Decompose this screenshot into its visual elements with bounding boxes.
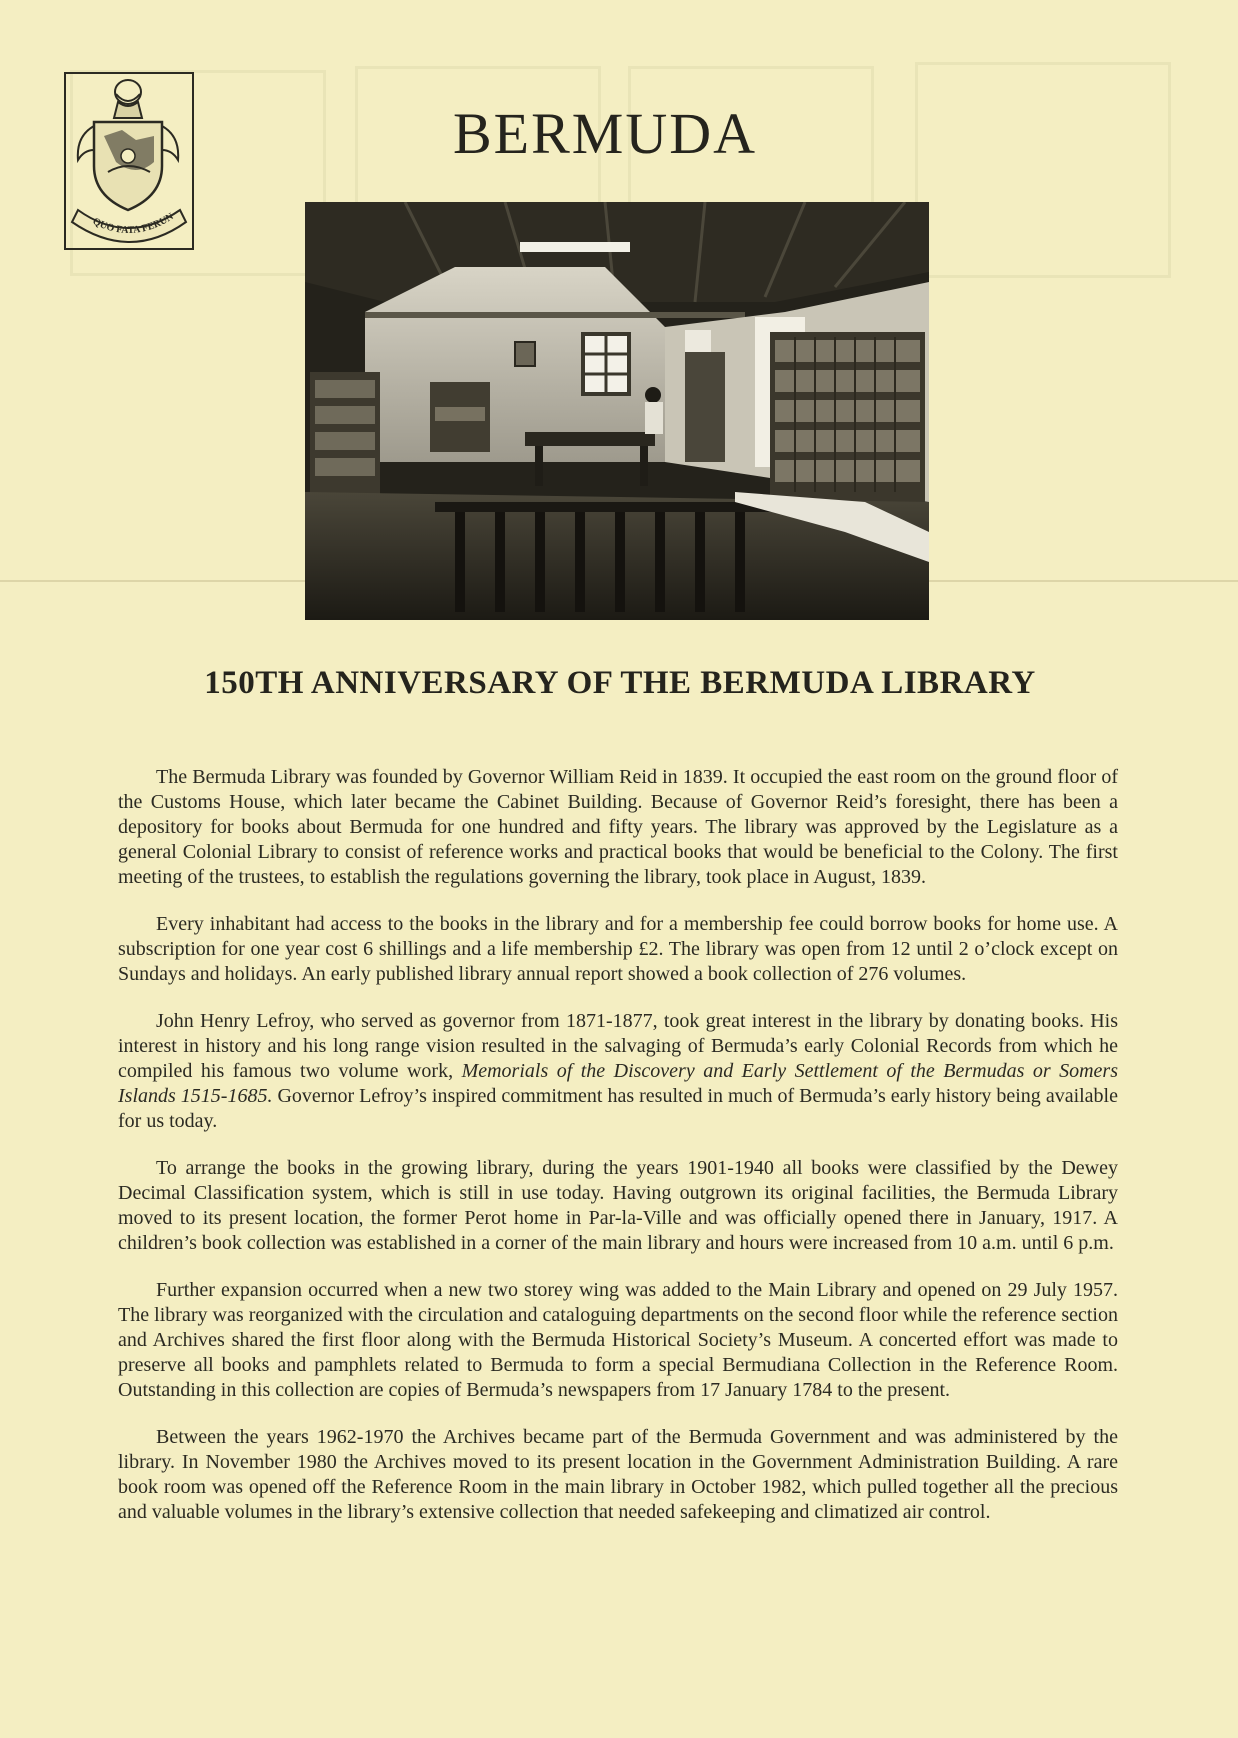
crest-motto: QUO FATA FERUN <box>90 211 176 237</box>
book-title: Memorials of the Discovery and Early Settlement of the Bermudas or Somers Islands 1515-1685. <box>118 1060 1118 1107</box>
paragraph-6: Between the years 1962-1970 the Archives became part of the Bermuda Government and was administered by the library. In November 1980 the Archives moved to its present location in the Government Administration Building. A rare book room was opened off the Reference Room in the main library in October 1982, which pulled together all the precious and valuable volumes in the library’s extensive collection that needed safekeeping and climatized air control. <box>118 1426 1118 1523</box>
library-reading-room-photo <box>305 202 929 620</box>
paragraph-4: To arrange the books in the growing library, during the years 1901-1940 all books were classified by the Dewey Decimal Classification system, which is still in use today. Having outgrown its original facilities, the Bermuda Library moved to its present location, the former Perot home in Par-la-Ville and was officially opened there in January, 1917. A children’s book collection was established in a corner of the main library and hours were increased from 10 a.m. until 6 p.m. <box>118 1157 1118 1254</box>
paragraph-3-text: John Henry Lefroy, who served as governor from 1871-1877, took great interest in the library by donating books. His interest in history and his long range vision resulted in the salvaging of Bermuda’s early Colonial Records from which he compiled his famous two volume work, <box>118 1010 1118 1082</box>
paragraph-2: Every inhabitant had access to the books in the library and for a membership fee could borrow books for home use. A subscription for one year cost 6 shillings and a life membership £2. The library was open from 12 until 2 o’clock except on Sundays and holidays. An early published library annual report showed a book collection of 276 volumes. <box>118 913 1118 985</box>
show-through-stamp-frame <box>915 62 1171 278</box>
paragraph-3 <box>118 1009 1118 1134</box>
paragraph-5: Further expansion occurred when a new two storey wing was added to the Main Library and opened on 29 July 1957. The library was reorganized with the circulation and cataloguing departments on the second floor while the reference section and Archives shared the first floor along with the Bermuda Historical Society’s Museum. A concerted effort was made to preserve all books and pamphlets related to Bermuda to form a special Bermudiana Collection in the Reference Room. Outstanding in this collection are copies of Bermuda’s newspapers from 17 January 1784 to the present. <box>118 1279 1118 1401</box>
page-title: BERMUDA <box>452 101 758 166</box>
coat-of-arms-icon <box>64 72 194 250</box>
paragraph-1: The Bermuda Library was founded by Governor William Reid in 1839. It occupied the east room on the ground floor of the Customs House, which later became the Cabinet Building. Because of Governor Reid’s foresight, there has been a depository for books about Bermuda for one hundred and fifty years. The library was approved by the Legislature as a general Colonial Library to consist of reference works and practical books that would be beneficial to the Colony. The first meeting of the trustees, to establish the regulations governing the library, took place in August, 1839. <box>118 766 1118 888</box>
article-body <box>118 765 1118 1547</box>
paragraph-3-text-end: Governor Lefroy’s inspired commitment has resulted in much of Bermuda’s early history being available for us today. <box>118 1085 1118 1132</box>
article-heading: 150TH ANNIVERSARY OF THE BERMUDA LIBRARY <box>204 665 1036 701</box>
